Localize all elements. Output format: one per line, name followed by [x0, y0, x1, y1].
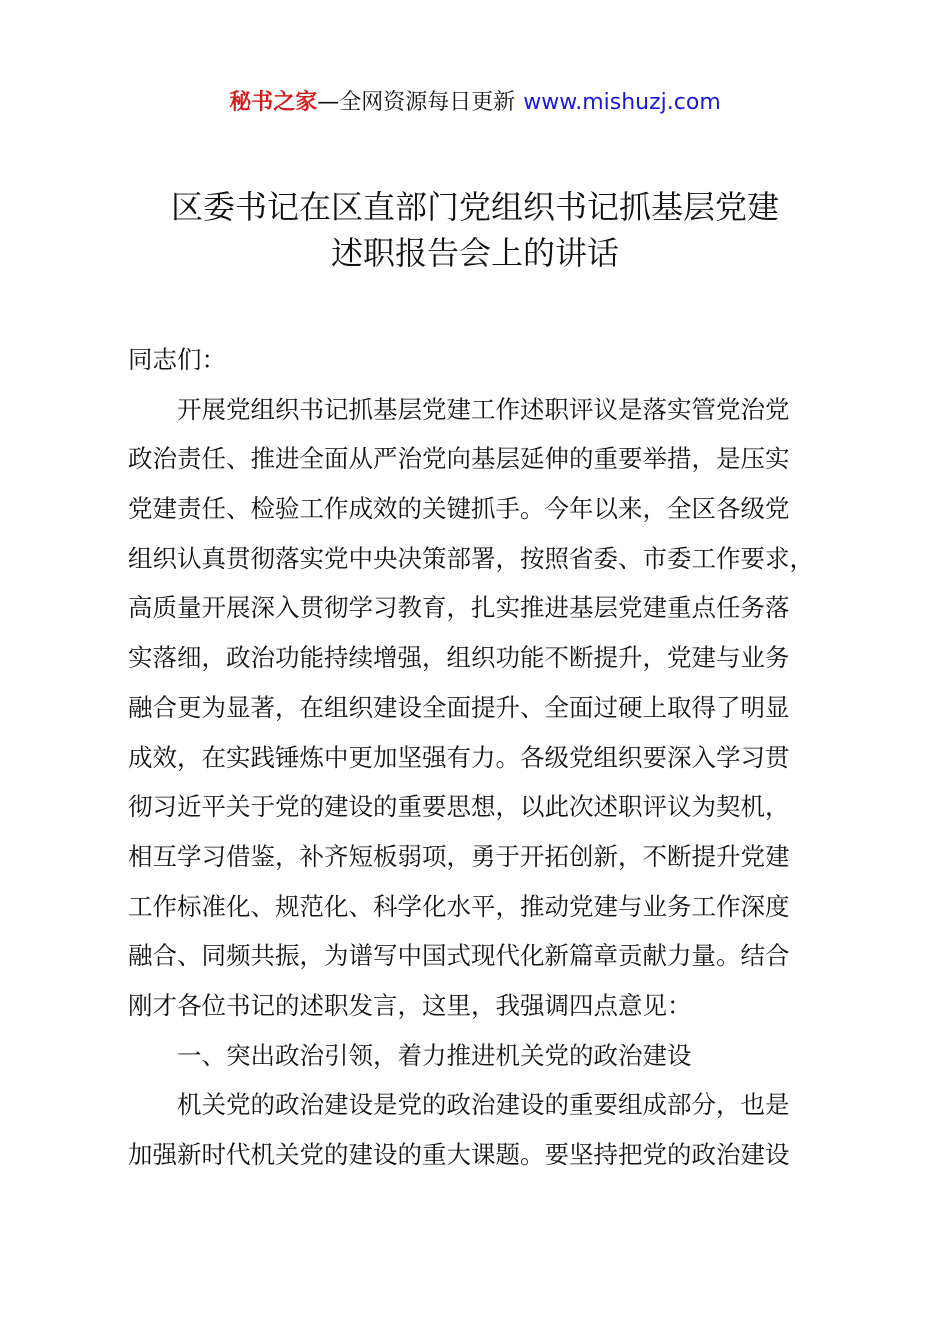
paragraph-line: 党建责任、检验工作成效的关键抓手。今年以来，全区各级党 — [128, 494, 790, 524]
site-name: 秘书之家 — [229, 90, 318, 115]
paragraph-line: 融合、同频共振，为谱写中国式现代化新篇章贡献力量。结合 — [128, 941, 790, 971]
paragraph-line: 彻习近平关于党的建设的重要思想，以此次述职评议为契机， — [128, 792, 790, 822]
paragraph-line: 相互学习借鉴，补齐短板弱项，勇于开拓创新，不断提升党建 — [128, 841, 790, 871]
title-line: 区委书记在区直部门党组织书记抓基层党建 — [170, 188, 779, 226]
paragraph-line: 组织认真贯彻落实党中央决策部署，按照省委、市委工作要求， — [128, 543, 814, 573]
site-tagline: —全网资源每日更新 — [317, 90, 516, 115]
document-body — [128, 335, 844, 1180]
paragraph-line: 机关党的政治建设是党的政治建设的重要组成部分，也是 — [177, 1090, 790, 1120]
section-heading: 一、突出政治引领，着力推进机关党的政治建设 — [177, 1040, 692, 1070]
paragraph-line: 工作标准化、规范化、科学化水平，推动党建与业务工作深度 — [128, 891, 790, 921]
paragraph-line: 实落细，政治功能持续增强，组织功能不断提升，党建与业务 — [128, 643, 790, 673]
paragraph-line: 开展党组织书记抓基层党建工作述职评议是落实管党治党 — [177, 394, 790, 424]
greeting: 同志们： — [128, 345, 226, 374]
site-url-link[interactable]: www.mishuzj.com — [523, 90, 721, 115]
title-line: 述职报告会上的讲话 — [330, 234, 619, 272]
site-header — [0, 86, 950, 120]
paragraph-line: 刚才各位书记的述职发言，这里，我强调四点意见： — [128, 990, 692, 1020]
paragraph-line: 高质量开展深入贯彻学习教育，扎实推进基层党建重点任务落 — [128, 593, 790, 623]
document-title — [95, 184, 855, 276]
paragraph-line: 成效，在实践锤炼中更加坚强有力。各级党组织要深入学习贯 — [128, 742, 790, 772]
paragraph-line: 融合更为显著，在组织建设全面提升、全面过硬上取得了明显 — [128, 692, 790, 722]
paragraph-line: 加强新时代机关党的建设的重大课题。要坚持把党的政治建设 — [128, 1140, 790, 1169]
paragraph-line: 政治责任、推进全面从严治党向基层延伸的重要举措，是压实 — [128, 444, 790, 474]
